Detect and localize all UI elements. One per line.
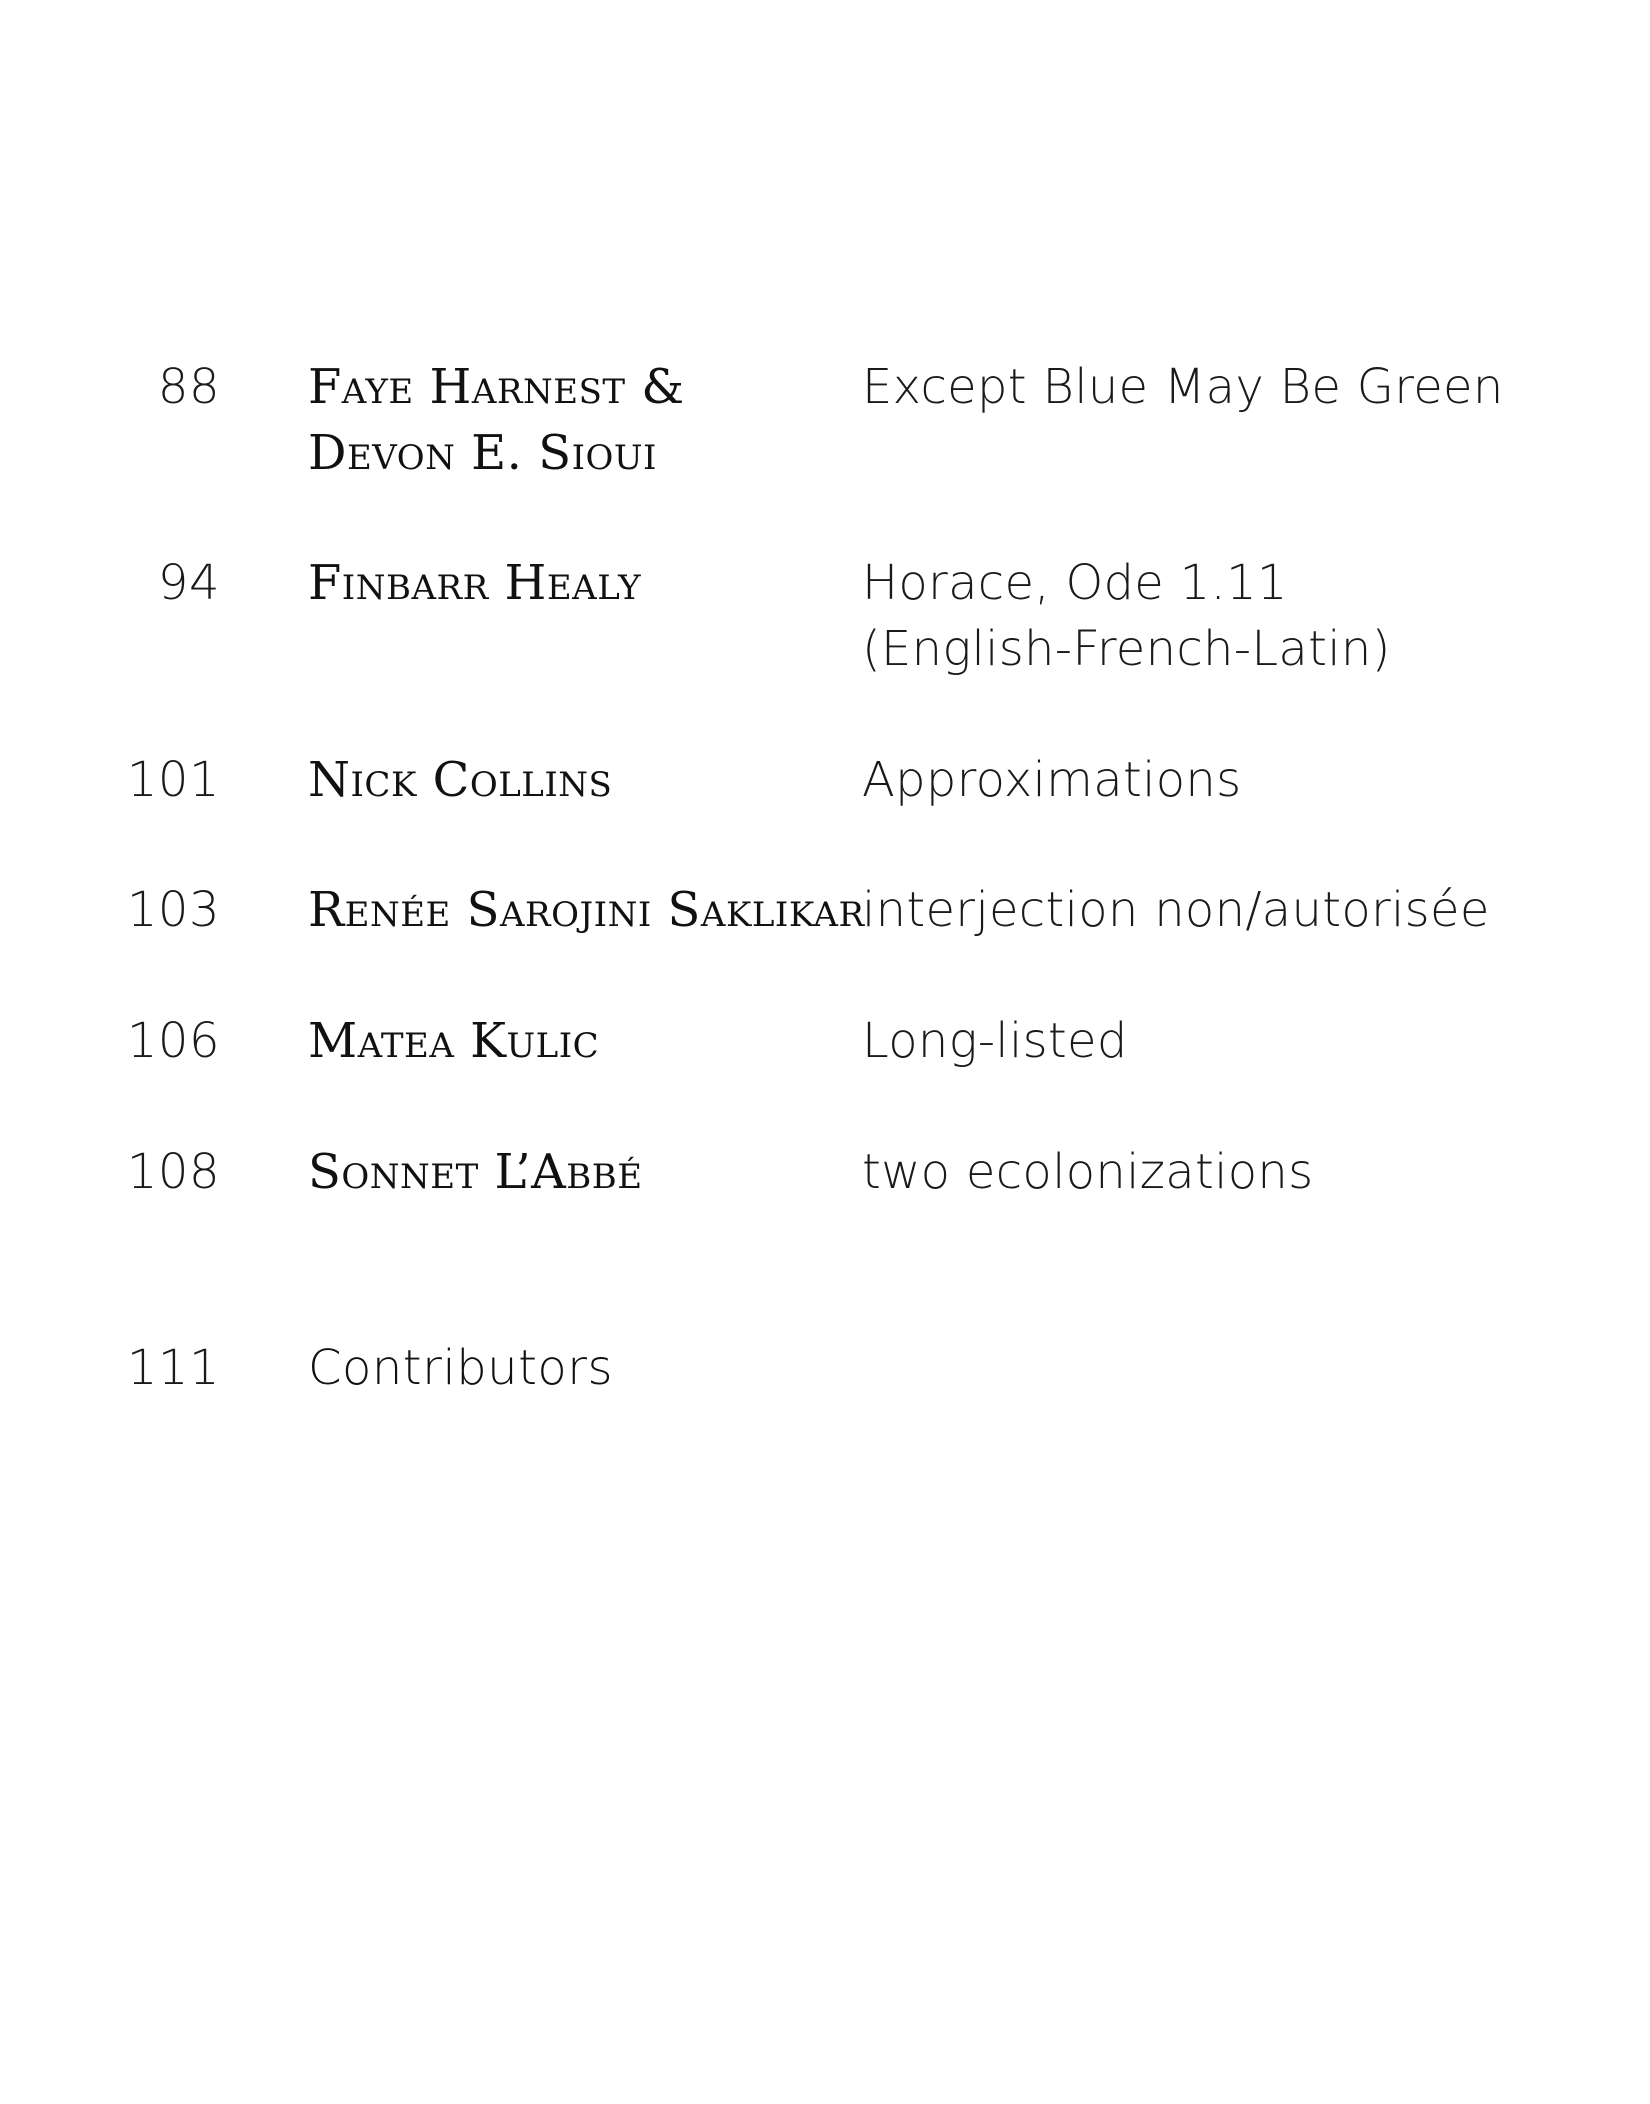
author-name [308,1139,848,1205]
author-name [308,877,865,943]
title-line: (English-French-Latin) [862,621,1391,677]
page-number: 103 [126,882,220,938]
author-name [308,1008,848,1074]
work-title [862,1139,1602,1205]
page-number: 94 [157,555,220,611]
author-name [308,550,848,616]
work-title [862,1008,1602,1074]
page-number: 106 [126,1013,220,1069]
page-number: 108 [126,1144,220,1200]
work-title [862,550,1602,682]
author-line: Renée Sarojini Saklikar [308,882,865,938]
author-name [308,747,848,813]
page-number: 88 [157,359,220,415]
work-title [862,877,1602,943]
author-line: Finbarr Healy [308,555,642,611]
author-name [308,354,848,486]
title-line: Approximations [862,752,1242,808]
author-line: Devon E. Sioui [308,425,657,481]
title-line: Except Blue May Be Green [862,359,1504,415]
author-line: Nick Collins [308,752,613,808]
title-line: interjection non/autorisée [862,882,1490,938]
title-line: Horace, Ode 1.11 [862,555,1288,611]
title-line: Long-listed [862,1013,1128,1069]
work-title [862,747,1602,813]
section-title: Contributors [308,1340,614,1396]
author-line: Matea Kulic [308,1013,600,1069]
title-line: two ecolonizations [862,1144,1314,1200]
work-title [862,354,1602,420]
page-number: 111 [126,1340,220,1396]
author-line: Sonnet L’Abbé [308,1144,643,1200]
author-line: Faye Harnest & [308,359,685,415]
page-number: 101 [126,752,220,808]
